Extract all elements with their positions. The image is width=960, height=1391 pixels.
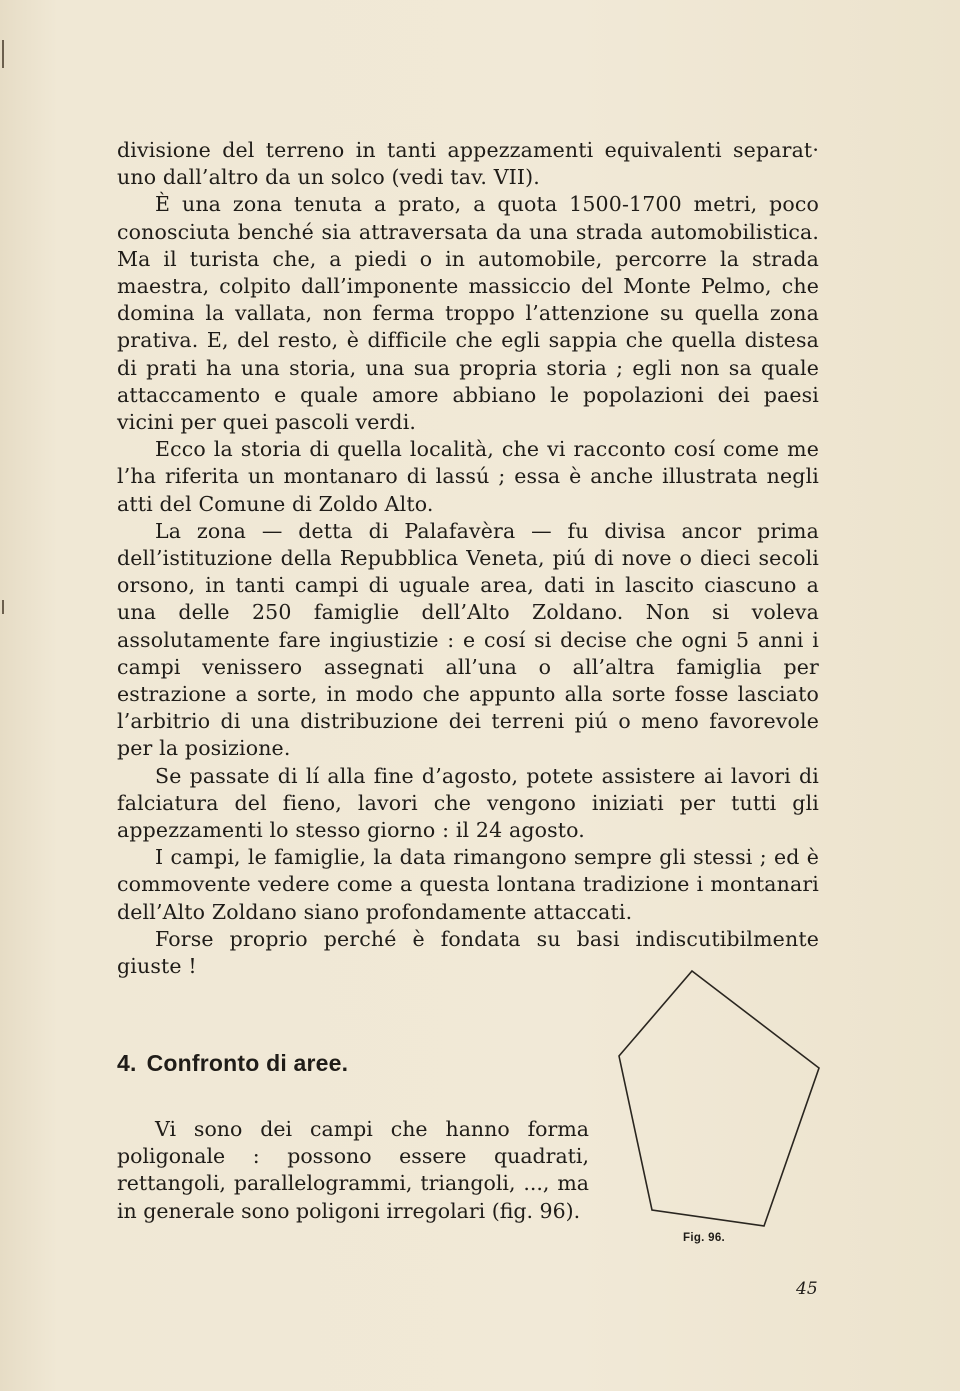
section-heading xyxy=(117,1050,537,1077)
section-number: 4. xyxy=(117,1050,137,1076)
page-edge-mark xyxy=(2,40,4,68)
paragraph-zona-prato: È una zona tenuta a prato, a quota 1500-1700 metri, poco conosciuta benché sia attraversata da una strada automobilistica. Ma il turista che, a piedi o in automobile, percorre la strada maestra, colpito dall’imponente massiccio del Monte Pelmo, che domina la vallata, non ferma troppo l’attenzione su quella zona prativa. E, del resto, è difficile che egli sappia che quella distesa di prati ha una storia, una sua propria storia ; egli non sa quale attaccamento e quale amore abbiano le popolazioni dei paesi vicini per quei pascoli verdi. xyxy=(117,192,819,435)
irregular-pentagon-shape xyxy=(619,971,819,1226)
section-title: Confronto di aree. xyxy=(146,1050,349,1076)
paragraph-conclusione: Forse proprio perché è fondata su basi indiscutibilmente giuste ! xyxy=(117,926,819,979)
figure-caption: Fig. 96. xyxy=(683,1232,726,1244)
paragraph-tradizione: I campi, le famiglie, la data rimangono sempre gli stessi ; ed è commovente vedere come a questa lontana tradizione i montanari dell’Alto Zoldano siano profondamente attaccati. xyxy=(117,845,819,924)
paragraph-storia: Ecco la storia di quella località, che vi racconto cosí come me l’ha riferita un montanaro di lassú ; essa è anche illustrata negli atti del Comune di Zoldo Alto. xyxy=(117,437,819,516)
pentagon-figure xyxy=(614,968,826,1233)
paragraph-falciatura: Se passate di lí alla fine d’agosto, potete assistere ai lavori di falciatura del fieno, lavori che vengono iniziati per tutti gli appezzamenti lo stesso giorno : il 24 agosto. xyxy=(117,763,819,843)
section-body xyxy=(117,1116,589,1225)
paragraph-palafavera: La zona — detta di Palafavèra — fu divisa ancor prima dell’istituzione della Repubblica Veneta, piú di nove o dieci secoli orsono, in tanti campi di uguale area, dati in lascito ciascuno a una delle 250 famiglie dell’Alto Zoldano. Non si voleva assolutamente fare ingiustizie : e cosí si decise che ogni 5 anni i campi venissero assegnati all’una o all’altra famiglia per estrazione a sorte, in modo che appunto alla sorte fosse lasciato l’arbitrio di una distribuzione dei terreni piú o meno favorevole per la posizione. xyxy=(117,518,819,761)
page-number: 45 xyxy=(796,1279,818,1299)
page-edge-mark xyxy=(2,600,4,614)
paragraph-poligoni: Vi sono dei campi che hanno forma poligonale : possono essere quadrati, rettangoli, parallelogrammi, triangoli, ..., ma in generale sono poligoni irregolari (fig. 96). xyxy=(117,1117,589,1223)
paragraph-continuation: divisione del terreno in tanti appezzamenti equivalenti separat· uno dall’altro da un solco (vedi tav. VII). xyxy=(117,138,819,190)
body-text xyxy=(117,137,819,980)
